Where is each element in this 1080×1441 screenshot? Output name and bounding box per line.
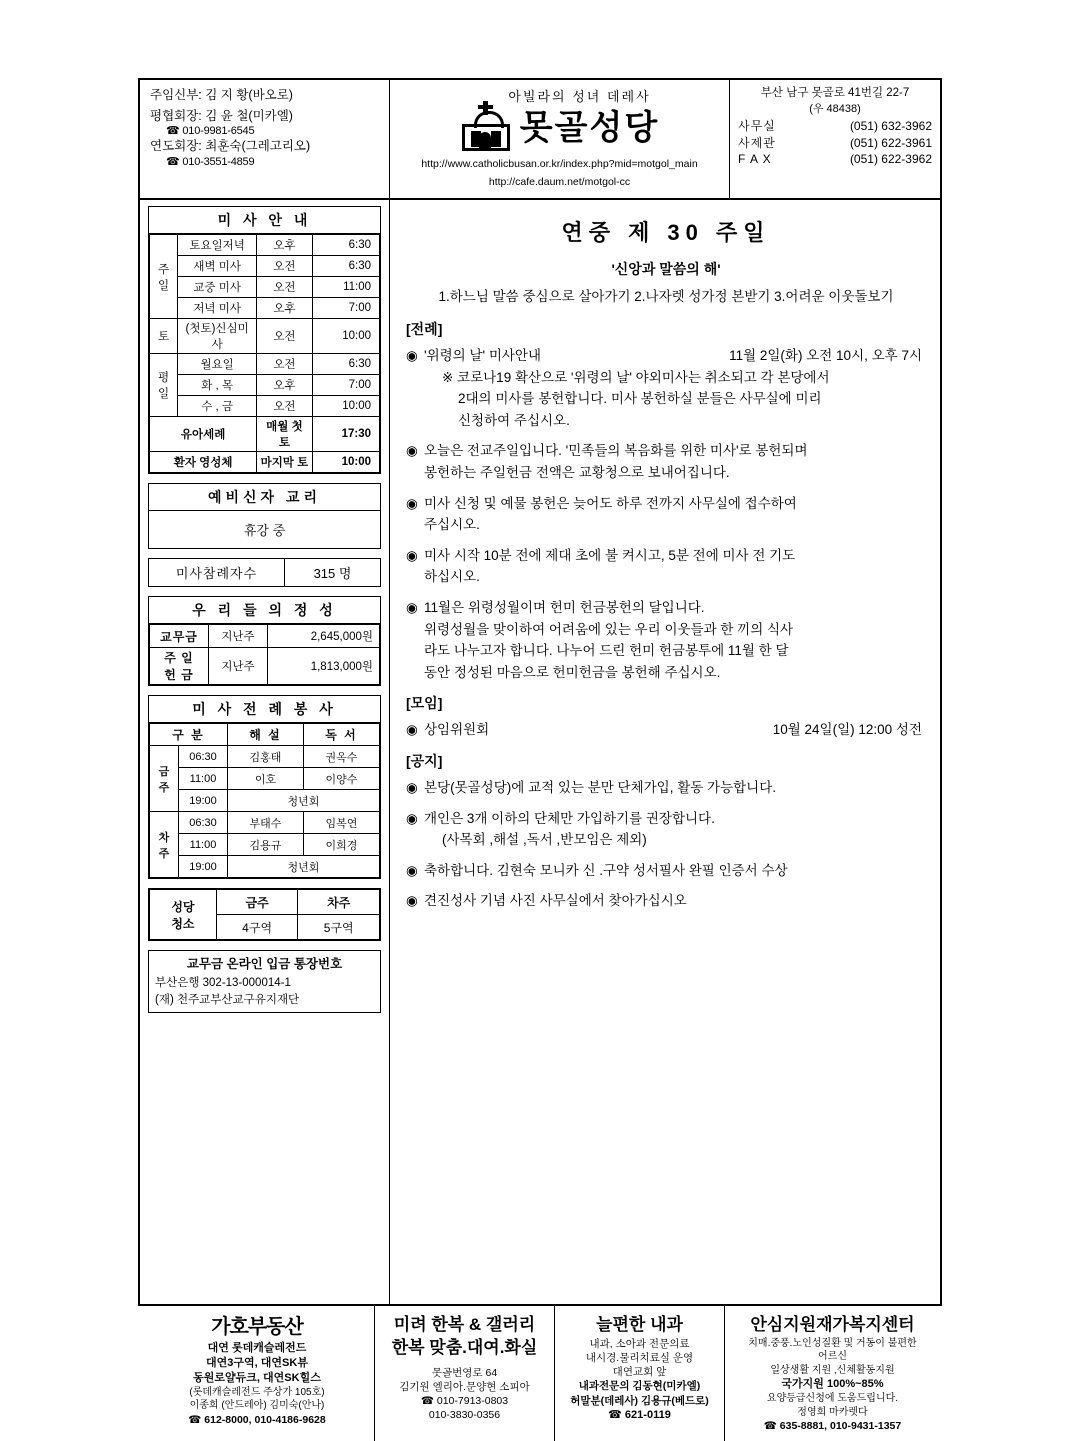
- service-time: 19:00: [179, 856, 228, 878]
- staff-council-chair: 평협회장: 김 윤 철(미카엘): [150, 108, 293, 123]
- section-title-announcements: [공지]: [406, 752, 443, 769]
- notice-line-2: 봉헌하는 주일헌금 전액은 교황청으로 보내어집니다.: [424, 464, 730, 480]
- list-item: [406, 808, 926, 851]
- mass-name: 교중 미사: [178, 277, 257, 298]
- bullet-icon: ◉: [406, 443, 418, 459]
- notice-sub-3: 신청하여 주십시오.: [458, 412, 570, 428]
- ad-line-1: 대연 롯데캐슬레전드: [207, 1342, 307, 1354]
- service-time: 06:30: [179, 812, 228, 834]
- cleaning-header-current: 금주: [216, 890, 298, 915]
- table-row: [150, 834, 380, 856]
- mass-time: 10:00: [312, 396, 379, 417]
- bullet-icon: ◉: [406, 495, 418, 511]
- bullet-icon: ◉: [406, 348, 418, 363]
- announcement-group-limit: [424, 808, 926, 851]
- service-time: 06:30: [179, 746, 228, 768]
- church-zipcode: (우 48438): [809, 102, 861, 115]
- ad-phone-2[interactable]: 010-3830-0356: [428, 1409, 501, 1422]
- attendance-value: 315 명: [313, 566, 352, 581]
- mass-name: 화 , 목: [178, 375, 257, 396]
- ad-sub-2: 요양등급신청에 도움드립니다.: [766, 1393, 899, 1405]
- mass-time: 7:00: [312, 298, 379, 319]
- notice-november-rice-offering: [424, 597, 926, 683]
- pastoral-goals: 1.하느님 말씀 중심으로 살아가기 2.나자렛 성가정 본받기 3.어려운 이웃돌보기: [438, 289, 894, 304]
- offering-week-dues: 지난주: [209, 625, 268, 648]
- notice-time: 11월 2일(화) 오전 10시, 오후 7시: [729, 348, 922, 363]
- website-url[interactable]: http://www.catholicbusan.or.kr/index.php?mid=motgol_main: [421, 158, 698, 170]
- infant-baptism-when: 매월 첫 토: [257, 417, 312, 452]
- notice-text: '위령의 날' 미사안내: [424, 348, 541, 363]
- bullet-icon: ◉: [406, 722, 418, 738]
- cleaning-header-next: 차주: [298, 890, 380, 915]
- service-commentator: 김용규: [228, 834, 304, 856]
- list-item: [406, 777, 926, 799]
- contact-office-value: (051) 632-3962: [849, 119, 932, 134]
- ad-sub-3: 정영희 마카렛다: [797, 1406, 868, 1418]
- main-content: [390, 200, 940, 1304]
- list-item: [406, 597, 926, 683]
- church-logo-block: [390, 103, 729, 153]
- bullet-icon: ◉: [406, 779, 418, 795]
- bank-title: 교무금 온라인 입금 통장번호: [186, 957, 343, 971]
- table-row: [150, 256, 380, 277]
- church-name: 못골성당: [519, 109, 660, 147]
- mass-ampm: 오후: [257, 235, 312, 256]
- ad-sub-2: 김기원 엘리아.문양현 소피아: [399, 1381, 530, 1394]
- notice-candle-prayer: [424, 545, 926, 588]
- ad-name: 늘편한 내과: [596, 1315, 683, 1334]
- ad-sub-1: 국가지원 100%~85%: [781, 1378, 884, 1391]
- ad-line-1: 한복 맞춤.대여.화실: [391, 1337, 538, 1357]
- cafe-url[interactable]: http://cafe.daum.net/motgol-cc: [488, 176, 631, 189]
- table-row: [150, 768, 380, 790]
- church-address: 부산 남구 못골로 41번길 22-7: [760, 87, 910, 99]
- mass-schedule-table: [149, 234, 380, 473]
- notice-mass-request: [424, 493, 926, 536]
- offering-table: [149, 624, 380, 685]
- bullet-icon: ◉: [406, 547, 418, 563]
- mass-ampm: 오전: [257, 256, 312, 277]
- page-title: 연중 제 30 주일: [561, 220, 771, 245]
- ad-line-3: 대연교회 앞: [612, 1366, 667, 1379]
- ad-line-3: 동원로얄듀크, 대연SK힐스: [193, 1371, 321, 1384]
- list-item: [406, 890, 926, 912]
- offering-amount-dues: 2,645,000원: [268, 625, 380, 648]
- offering-box: [148, 596, 381, 686]
- notice-line-2: 하십시오.: [424, 569, 480, 585]
- catechumen-box: [148, 483, 381, 549]
- service-reader: 권옥수: [304, 746, 380, 768]
- liturgy-service-table: [149, 723, 380, 878]
- notice-mission-sunday: [424, 440, 926, 483]
- cleaning-table: [149, 889, 380, 940]
- table-row: [150, 298, 380, 319]
- notice-line-4: 동안 정성된 마음으로 헌미헌금을 봉헌해 주십시오.: [424, 664, 721, 680]
- service-time: 11:00: [179, 768, 228, 790]
- bulletin-sheet: [138, 78, 942, 1433]
- mass-ampm: 오전: [257, 354, 312, 375]
- offering-week-sunday: 지난주: [209, 648, 268, 685]
- contact-office-label: 사무실: [738, 119, 776, 134]
- contact-fax-label: F A X: [738, 151, 772, 166]
- meeting-standing-committee: [424, 719, 926, 741]
- staff-prayer-chair: 연도회장: 최훈숙(그레고리오): [150, 139, 311, 153]
- service-col-reader: 독 서: [304, 724, 380, 746]
- liturgy-service-box: [148, 695, 381, 879]
- contact-fax: [738, 151, 932, 167]
- table-row: [150, 812, 380, 834]
- offering-amount-sunday: 1,813,000원: [268, 648, 380, 685]
- table-row: [150, 452, 380, 473]
- notice-text: 미사 시작 10분 전에 제대 초에 불 켜시고, 5분 전에 미사 전 기도: [424, 547, 796, 563]
- contact-rectory-label: 사제관: [738, 135, 776, 150]
- notice-line-3: 라도 나누고자 합니다. 나누어 드린 헌미 헌금봉투에 11월 한 달: [424, 643, 789, 659]
- offering-label-sunday: 주 일 헌 금: [150, 648, 209, 685]
- sick-communion-time: 10:00: [312, 452, 379, 473]
- table-header-row: [150, 724, 380, 746]
- staff-prayer-chair-phone: ☎ 010-3551-4859: [166, 155, 255, 168]
- header-contact: [730, 80, 940, 198]
- sick-communion-label: 환자 영성체: [150, 452, 257, 473]
- header-identity: [390, 80, 730, 198]
- infant-baptism-label: 유아세례: [150, 417, 257, 452]
- bank-account-box: [148, 950, 381, 1013]
- mass-name: 저녁 미사: [178, 298, 257, 319]
- ad-hanbok-gallery[interactable]: [375, 1306, 555, 1441]
- list-item: [406, 719, 926, 741]
- list-item: [406, 440, 926, 483]
- ad-phone[interactable]: ☎ 635-8881, 010-9431-1357: [763, 1420, 902, 1433]
- contact-rectory-value: (051) 622-3961: [849, 135, 932, 150]
- mass-schedule-box: [148, 206, 381, 474]
- ad-name: 미려 한복 & 갤러리: [393, 1315, 536, 1334]
- bank-account-holder: (재) 천주교부산교구유지재단: [155, 993, 300, 1006]
- notice-line-2: 주십시오.: [424, 517, 480, 533]
- mass-name: 새벽 미사: [178, 256, 257, 277]
- infant-baptism-time: 17:30: [312, 417, 379, 452]
- notice-text: 오늘은 전교주일입니다. '민족들의 복음화를 위한 미사'로 봉헌되며: [424, 443, 808, 459]
- bullet-icon: ◉: [406, 862, 418, 878]
- announcement-line-2: (사목회 ,해설 ,독서 ,반모임은 제외): [442, 832, 647, 848]
- announcement-confirmation-photos: 견진성사 기념 사진 사무실에서 찾아가십시오: [424, 893, 687, 909]
- left-column: [140, 200, 390, 1304]
- service-time: 11:00: [179, 834, 228, 856]
- offering-title: 우 리 들 의 정 성: [149, 597, 380, 624]
- mass-time: 7:00: [312, 375, 379, 396]
- church-building-icon: [460, 103, 512, 153]
- table-row: [150, 396, 380, 417]
- ad-name: 안심지원재가복지센터: [750, 1315, 915, 1334]
- meeting-time: 10월 24일(일) 12:00 성전: [772, 722, 922, 738]
- staff-pastor: 주임신부: 김 지 황(바오로): [150, 88, 293, 102]
- service-reader: 임복연: [304, 812, 380, 834]
- mass-group-sunday: 주 일: [150, 235, 178, 319]
- list-item: [406, 860, 926, 882]
- table-header-row: [150, 890, 380, 915]
- mass-ampm: 오전: [257, 396, 312, 417]
- ad-line-1: 내과, 소아과 전문의료: [589, 1337, 690, 1350]
- ad-line-1: 치매.중풍.노인성질환 및 거동이 불편한: [748, 1337, 917, 1349]
- catechumen-title: 예비신자 교리: [149, 484, 380, 511]
- ad-care-center[interactable]: [725, 1306, 940, 1441]
- mass-time: 10:00: [312, 319, 379, 354]
- contact-fax-value: (051) 622-3962: [849, 151, 932, 166]
- patron-saint-line: 아빌라의 성녀 데레사: [508, 89, 651, 104]
- mass-name: 토요일저녁: [178, 235, 257, 256]
- ad-phone[interactable]: ☎ 621-0119: [608, 1408, 671, 1421]
- table-row: [150, 235, 380, 256]
- bullet-icon: ◉: [406, 893, 418, 909]
- table-row: [150, 790, 380, 812]
- offering-label-dues: 교무금: [150, 625, 209, 648]
- service-group: 청년회: [228, 790, 380, 812]
- mass-name: (첫토)신심미사: [178, 319, 257, 354]
- ad-line-2: 대연3구역, 대연SK뷰: [206, 1356, 308, 1369]
- ad-line-3: 일상생활 지원 ,신체활동지원: [770, 1364, 895, 1376]
- section-title-meetings: [모임]: [406, 695, 443, 712]
- mass-group-saturday: 토: [150, 319, 178, 354]
- staff-council-chair-phone: ☎ 010-9981-6545: [166, 125, 255, 138]
- notice-memorial-day: [424, 345, 926, 431]
- contact-office: [738, 118, 932, 134]
- service-commentator: 부태수: [228, 812, 304, 834]
- cleaning-box: [148, 888, 381, 941]
- table-row: [150, 277, 380, 298]
- bullet-icon: ◉: [406, 599, 418, 615]
- ad-line-2: 내시경.물리치료실 운영: [585, 1352, 694, 1365]
- ad-sub-2: 허말분(데레사) 김용규(베드로): [570, 1394, 709, 1407]
- service-col-commentator: 해 설: [228, 724, 304, 746]
- announcement-membership: 본당(못골성당)에 교적 있는 분만 단체가입, 활동 가능합니다.: [424, 779, 776, 795]
- ad-line-2: 어르신: [818, 1351, 847, 1363]
- notice-sub-2: 2대의 미사를 봉헌합니다. 미사 봉헌하실 분들은 사무실에 미리: [458, 391, 822, 407]
- catechumen-status: 휴강 중: [243, 523, 286, 538]
- table-row: [150, 319, 380, 354]
- attendance-label: 미사참례자수: [149, 559, 285, 586]
- notice-line-2: 위령성월을 맞이하여 어려움에 있는 우리 이웃들과 한 끼의 식사: [424, 621, 794, 637]
- sick-communion-when: 마지막 토: [257, 452, 312, 473]
- contact-rectory: [738, 135, 932, 151]
- mass-group-weekday: 평 일: [150, 354, 178, 417]
- service-week-next: 차 주: [150, 812, 179, 878]
- mass-schedule-title: 미 사 안 내: [149, 207, 380, 234]
- service-commentator: 김홍태: [228, 746, 304, 768]
- bank-account-number: 부산은행 302-13-000014-1: [155, 977, 291, 990]
- ad-name: 가호부동산: [211, 1316, 303, 1338]
- advertisements: [140, 1304, 940, 1441]
- mass-ampm: 오후: [257, 298, 312, 319]
- announcement-text: 개인은 3개 이하의 단체만 가입하기를 권장합니다.: [424, 810, 715, 826]
- cleaning-value-current: 4구역: [216, 915, 298, 940]
- service-commentator: 이호: [228, 768, 304, 790]
- bulletin-body: [140, 200, 940, 1304]
- table-row: [150, 746, 380, 768]
- table-row: [150, 354, 380, 375]
- mass-ampm: 오후: [257, 375, 312, 396]
- mass-ampm: 오전: [257, 319, 312, 354]
- liturgy-service-title: 미 사 전 례 봉 사: [149, 696, 380, 723]
- ad-phone[interactable]: ☎ 010-7913-0803: [420, 1395, 509, 1408]
- cleaning-value-next: 5구역: [298, 915, 380, 940]
- ad-clinic[interactable]: [555, 1306, 725, 1441]
- table-row: [150, 625, 380, 648]
- bullet-icon: ◉: [406, 810, 418, 826]
- ad-sub-2: 이종희 (안드레아) 김미숙(안나): [189, 1400, 325, 1412]
- meeting-name: 상임위원회: [424, 722, 490, 738]
- mass-time: 6:30: [312, 256, 379, 277]
- mass-time: 6:30: [312, 235, 379, 256]
- ad-sub-1: (롯데캐슬레전드 주상가 105호): [189, 1386, 325, 1398]
- notice-text: 11월은 위령성월이며 헌미 헌금봉헌의 달입니다.: [424, 599, 705, 615]
- notice-text: 미사 신청 및 예물 봉헌은 늦어도 하루 전까지 사무실에 접수하여: [424, 495, 797, 511]
- cleaning-label: 성당 청소: [150, 890, 217, 940]
- service-group: 청년회: [228, 856, 380, 878]
- section-title-liturgy: [전례]: [406, 321, 443, 337]
- mass-name: 월요일: [178, 354, 257, 375]
- service-time: 19:00: [179, 790, 228, 812]
- mass-ampm: 오전: [257, 277, 312, 298]
- ad-phone[interactable]: ☎ 612-8000, 010-4186-9628: [188, 1413, 326, 1426]
- service-col-division: 구 분: [150, 724, 228, 746]
- mass-time: 11:00: [312, 277, 379, 298]
- notice-sub-1: ※ 코로나19 확산으로 '위령의 날' 야외미사는 취소되고 각 본당에서: [442, 369, 830, 385]
- mass-name: 수 , 금: [178, 396, 257, 417]
- table-row: [150, 375, 380, 396]
- list-item: [406, 545, 926, 588]
- mass-time: 6:30: [312, 354, 379, 375]
- list-item: [406, 345, 926, 431]
- ad-sub-1: 못골번영로 64: [431, 1366, 498, 1379]
- ad-sub-1: 내과전문의 김동현(미카엘): [578, 1380, 701, 1393]
- table-row: [150, 856, 380, 878]
- service-reader: 이희경: [304, 834, 380, 856]
- ad-real-estate[interactable]: [140, 1306, 375, 1441]
- year-theme: '신앙과 말씀의 해': [611, 261, 721, 277]
- table-row: [150, 417, 380, 452]
- service-week-current: 금 주: [150, 746, 179, 812]
- table-row: [150, 648, 380, 685]
- bulletin-header: [140, 80, 940, 200]
- list-item: [406, 493, 926, 536]
- service-reader: 이양수: [304, 768, 380, 790]
- attendance-box: [148, 558, 381, 587]
- header-staff: [140, 80, 390, 198]
- announcement-congratulations: 축하합니다. 김현숙 모니카 신 .구약 성서필사 완필 인증서 수상: [424, 862, 788, 878]
